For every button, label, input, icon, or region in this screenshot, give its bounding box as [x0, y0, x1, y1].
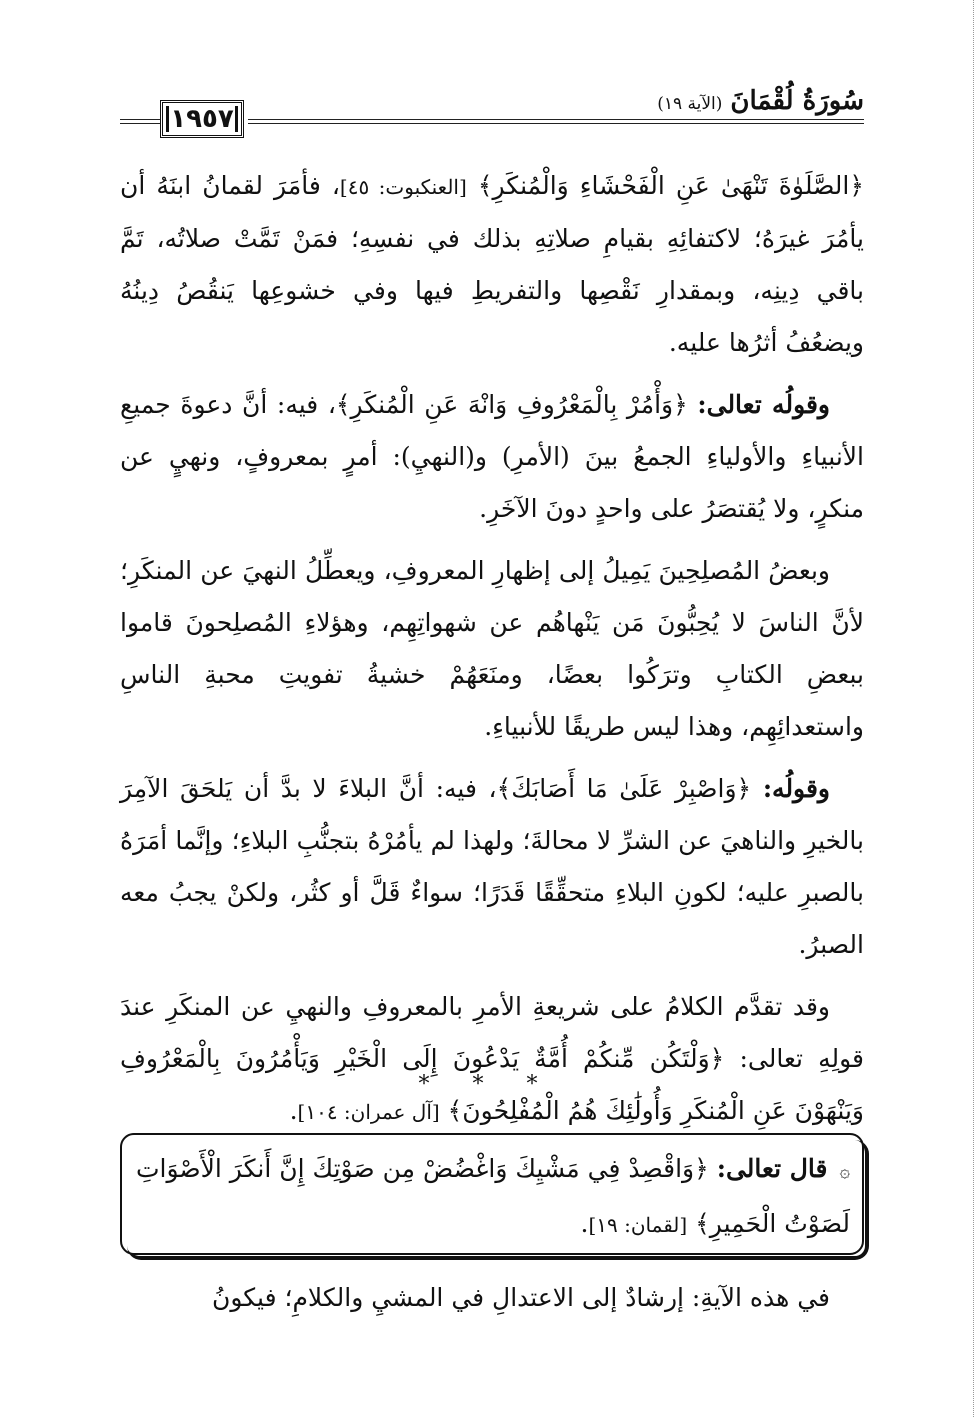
header-rule: [248, 123, 864, 124]
page-header: [120, 86, 864, 146]
citation: [آل عمران: ١٠٤]: [297, 1100, 440, 1124]
end-mark: .: [580, 1209, 589, 1238]
paragraph-text: ، فأمَرَ لقمانُ ابنَهُ أن يأمُرَ غيرَهُ؛ لاكتفائِهِ بقيامِ صلاتِهِ بذلك في نفسِهِ؛ فمَنْ تَمَّتْ صلاتُه، تَمَّ باقي دِينِه، وبمقدارِ نَقْصِها والتفريطِ فيها وفي خشوعِها يَنقُصُ دِينُهُ ويضعُفُ أثرُها عليه.: [120, 171, 864, 357]
paragraph: [120, 981, 864, 1138]
paragraph: [120, 763, 864, 971]
quran-quote: ﴿وَاصْبِرْ عَلَىٰ مَا أَصَابَكَ﴾: [496, 774, 752, 803]
paragraph-text: وقد تقدَّم الكلامُ على شريعةِ الأمرِ بالمعروفِ والنهيِ عن المنكَرِ عندَ قولِهِ تعالى:: [120, 992, 864, 1073]
citation: [العنكبوت: ٤٥]: [339, 175, 467, 199]
section-separator: * * *: [418, 1072, 556, 1097]
quran-quote: ﴿الصَّلَوٰةَ تَنْهَىٰ عَنِ الْفَحْشَاءِ وَالْمُنكَرِ﴾: [477, 171, 864, 200]
lead-phrase: وقولُه تعالى:: [697, 390, 831, 419]
page-number: ١٩٥٧: [160, 100, 244, 138]
running-head: [657, 86, 864, 116]
quran-quote: ﴿وَاقْصِدْ فِي مَشْيِكَ وَاغْضُضْ مِن صَوْتِكَ إِنَّ أَنكَرَ الْأَصْوَاتِ لَصَوْتُ الْحَمِيرِ﴾: [136, 1154, 850, 1238]
quran-quote: ﴿وَأْمُرْ بِالْمَعْرُوفِ وَانْهَ عَنِ الْمُنكَرِ﴾: [335, 390, 688, 419]
quran-quote: ﴿وَلْتَكُن مِّنكُمْ أُمَّةٌ يَدْعُونَ إِلَى الْخَيْرِ وَيَأْمُرُونَ بِالْمَعْرُوفِ وَيَنْهَوْنَ عَنِ الْمُنكَرِ وَأُولَٰئِكَ هُمُ الْمُفْلِحُونَ﴾: [120, 1044, 864, 1125]
citation: [لقمان: ١٩]: [588, 1213, 688, 1237]
paragraph-text: ، فيه: أنَّ دعوةَ جميعِ الأنبياءِ والأولياءِ الجمعُ بينَ (الأمرِ) و(النهيِ): أمرٍ بمعروفٍ، ونهيٍ عن منكرٍ، ولا يُقتصَرُ على واحدٍ دونَ الآخَرِ.: [120, 390, 864, 523]
paragraph: [120, 379, 864, 535]
lead-phrase: قال تعالى:: [716, 1154, 828, 1183]
ornament-icon: ۞: [839, 1161, 850, 1182]
end-mark: .: [289, 1096, 298, 1125]
verse-box: [120, 1133, 864, 1255]
page-body: [120, 160, 864, 1148]
ayah-reference: (الآية ١٩): [657, 94, 723, 114]
header-rule: [120, 119, 160, 120]
paragraph-text: وبعضُ المُصلِحِينَ يَمِيلُ إلى إظهارِ المعروفِ، ويعطِّلُ النهيَ عن المنكَرِ؛ لأنَّ الناسَ لا يُحِبُّونَ مَن يَنْهاهُم عن شهواتِهِم، وهؤلاءِ المُصلِحونَ قاموا ببعضِ الكتابِ وترَكُوا بعضًا، ومنَعَهُمْ خشيةُ تفويتِ محبةِ الناسِ واستعدائِهِم، وهذا ليس طريقًا للأنبياءِ.: [120, 556, 864, 741]
header-rule: [120, 123, 160, 124]
header-rule: [248, 119, 864, 120]
paragraph-text: ، فيه: أنَّ البلاءَ لا بدَّ أن يَلحَقَ الآمِرَ بالخيرِ والناهيَ عن الشرِّ لا محالةَ؛ ولهذا لم يأمُرْهُ بتجنُّبِ البلاءِ؛ وإنَّما أمَرَهُ بالصبرِ عليه؛ لكونِ البلاءِ متحقِّقًا قَدَرًا؛ سواءٌ قَلَّ أو كثُر، ولكنْ يجبُ معه الصبرُ.: [120, 774, 864, 959]
lead-phrase: وقولُه:: [762, 774, 830, 803]
surah-title: سُورَةُ لُقْمَانَ: [730, 86, 864, 116]
paragraph: [120, 160, 864, 369]
paragraph-text: في هذه الآيةِ: إرشادٌ إلى الاعتدالِ في المشيِ والكلامِ؛ فيكونُ: [211, 1283, 830, 1312]
paragraph: [120, 545, 864, 753]
page-edge: [970, 0, 974, 1417]
